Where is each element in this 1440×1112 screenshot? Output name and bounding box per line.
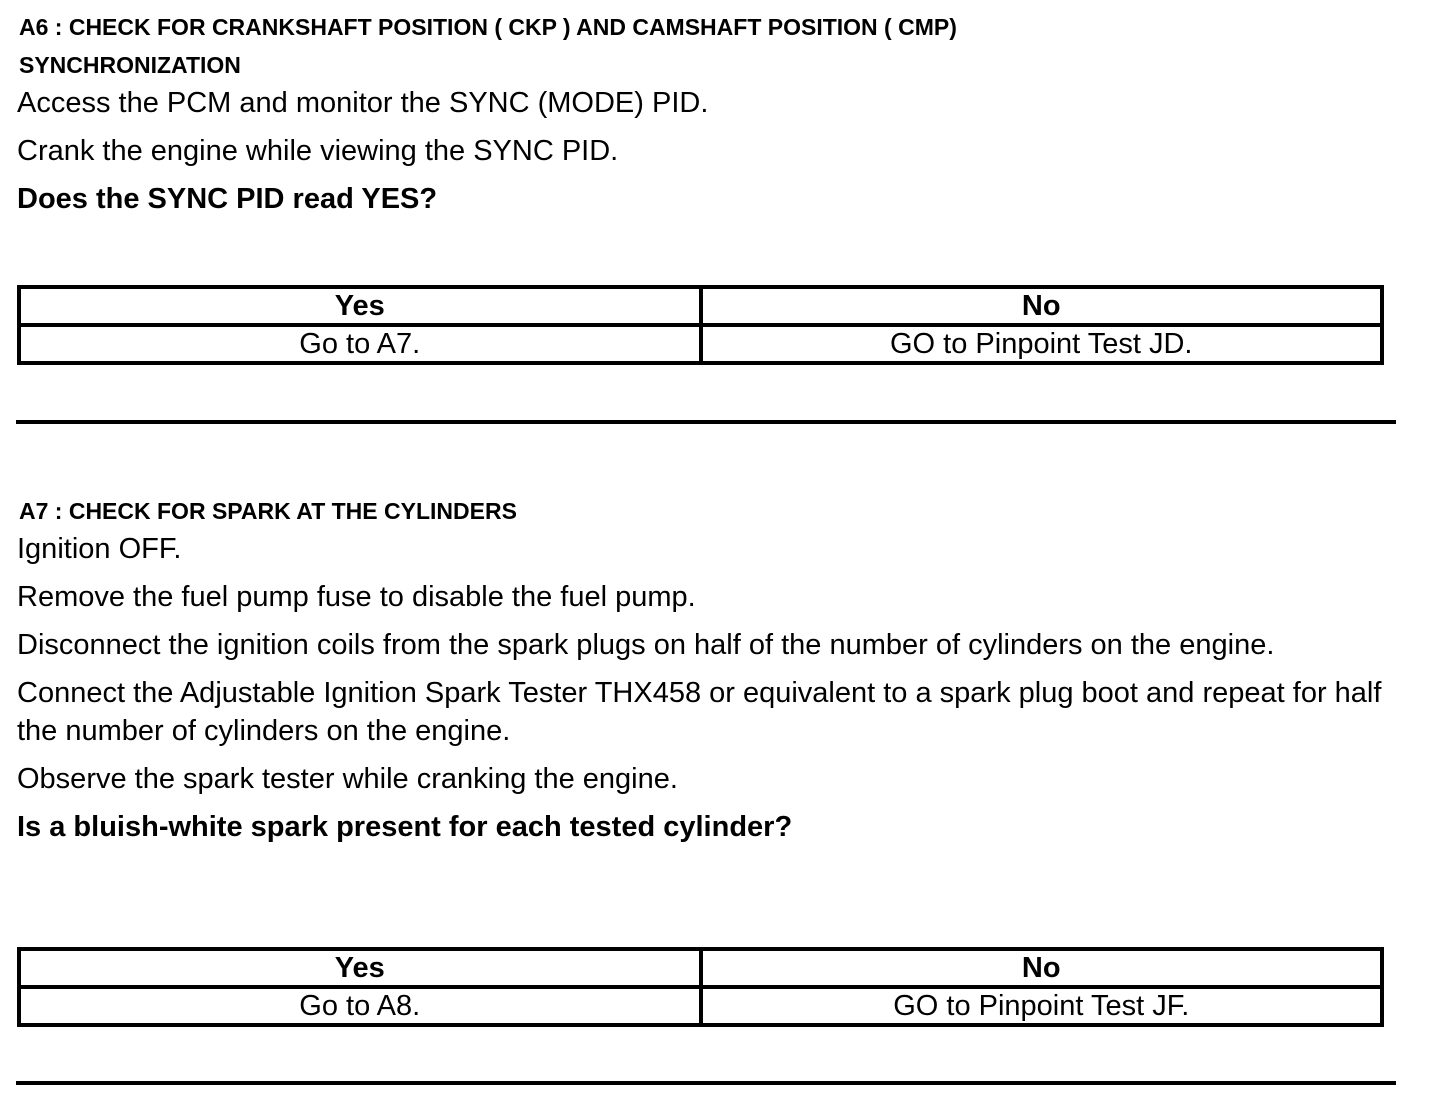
yes-column-header: Yes xyxy=(19,949,701,987)
instruction: Connect the Adjustable Ignition Spark Tester THX458 or equivalent to a spark plug boot and repeat for half the number of cylinders on the engine. xyxy=(17,677,1382,747)
instruction: Ignition OFF. xyxy=(17,533,182,565)
no-action-cell: GO to Pinpoint Test JF. xyxy=(701,987,1383,1025)
step-a6-instructions xyxy=(17,84,1397,170)
yes-action-cell: Go to A7. xyxy=(19,325,701,363)
step-a7-instructions xyxy=(17,530,1397,798)
step-a7-section xyxy=(17,492,1397,1022)
step-a7-result-table xyxy=(17,947,1384,1027)
table-header-row xyxy=(19,287,1382,325)
step-a6-section xyxy=(17,8,1397,360)
step-a6-result-table xyxy=(17,285,1384,365)
instruction: Remove the fuel pump fuse to disable the fuel pump. xyxy=(17,581,696,613)
table-header-row xyxy=(19,949,1382,987)
no-column-header: No xyxy=(701,287,1383,325)
section-divider xyxy=(16,1081,1396,1085)
step-a7-heading-line-1: A7 : CHECK FOR SPARK AT THE CYLINDERS xyxy=(19,498,517,524)
section-divider xyxy=(16,420,1396,424)
instruction: Observe the spark tester while cranking the engine. xyxy=(17,763,678,795)
table-row xyxy=(19,325,1382,363)
instruction: Access the PCM and monitor the SYNC (MODE) PID. xyxy=(17,87,709,119)
step-a7-question: Is a bluish-white spark present for each tested cylinder? xyxy=(17,811,793,843)
instruction: Crank the engine while viewing the SYNC PID. xyxy=(17,135,619,167)
no-action-cell: GO to Pinpoint Test JD. xyxy=(701,325,1383,363)
yes-column-header: Yes xyxy=(19,287,701,325)
yes-action-cell: Go to A8. xyxy=(19,987,701,1025)
instruction: Disconnect the ignition coils from the spark plugs on half of the number of cylinders on the engine. xyxy=(17,629,1275,661)
step-a6-heading-line-2: SYNCHRONIZATION xyxy=(19,52,241,78)
step-a6-heading xyxy=(17,8,1397,84)
table-row xyxy=(19,987,1382,1025)
no-column-header: No xyxy=(701,949,1383,987)
step-a6-question: Does the SYNC PID read YES? xyxy=(17,183,438,215)
step-a6-heading-line-1: A6 : CHECK FOR CRANKSHAFT POSITION ( CKP ) AND CAMSHAFT POSITION ( CMP) xyxy=(19,14,957,40)
step-a7-heading xyxy=(17,492,1397,530)
